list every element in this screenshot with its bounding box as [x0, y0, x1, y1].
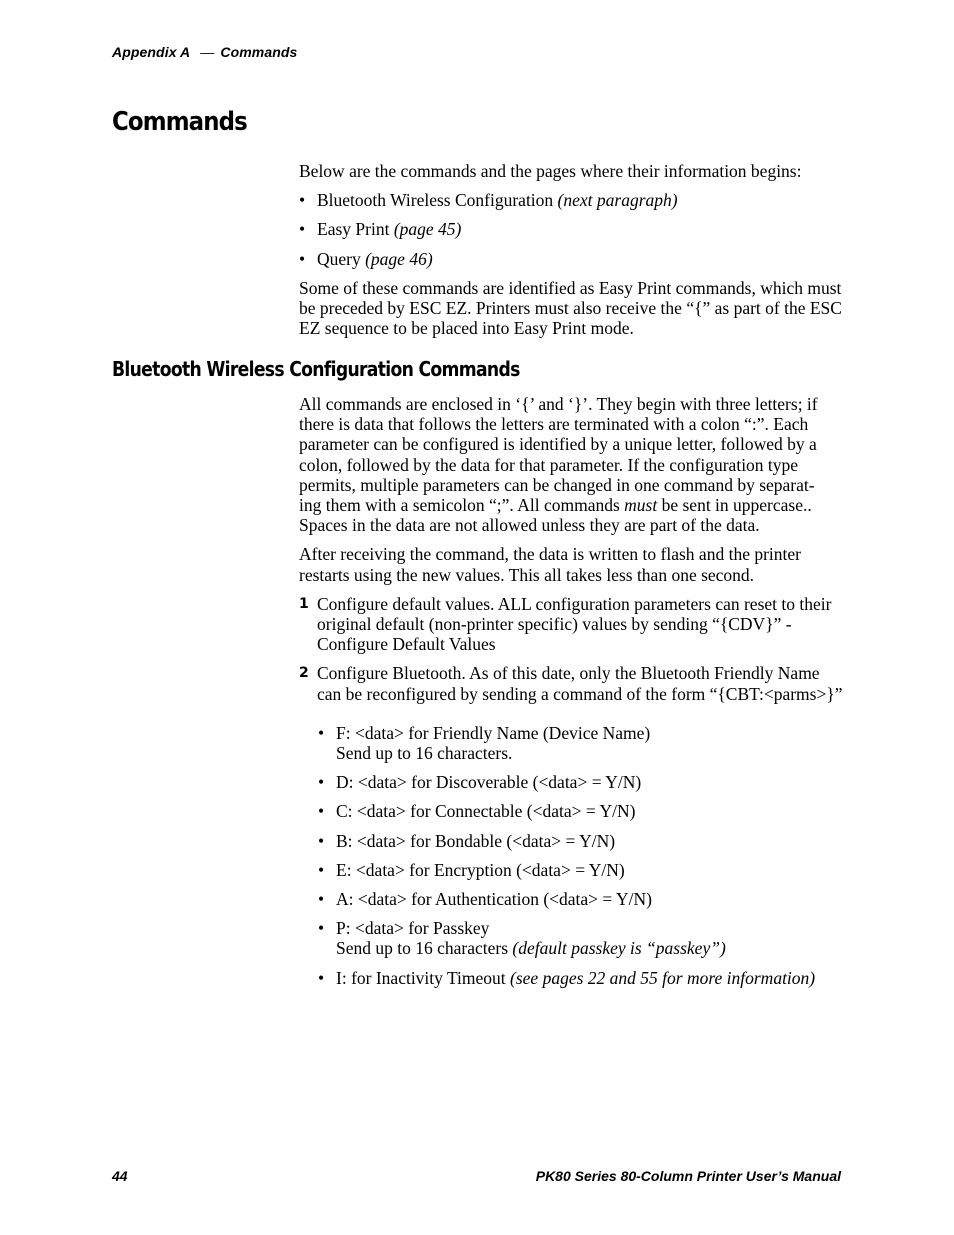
section-body [299, 394, 844, 988]
paragraph-line: Spaces in the data are not allowed unless they are part of the data. [299, 515, 760, 536]
manual-title: PK80 Series 80-Column Printer User’s Manual [535, 1168, 841, 1184]
param-line: C: <data> for Connectable (<data> = Y/N) [336, 801, 636, 822]
bullet-icon: • [318, 801, 325, 822]
bullet-icon: • [299, 248, 306, 269]
header-chapter: Commands [220, 44, 298, 60]
intro-paragraph: Below are the commands and the pages where their information begins: [299, 161, 802, 181]
paragraph-line [299, 495, 844, 515]
param-line: B: <data> for Bondable (<data> = Y/N) [336, 830, 616, 851]
bullet-icon: • [318, 918, 325, 939]
line-text: Send up to 16 characters [336, 938, 513, 959]
list-item [299, 249, 844, 269]
list-item-label: Easy Print [317, 219, 390, 240]
step-text: Configure Bluetooth. As of this date, only the Bluetooth Friendly Name can be reconfigured by sending a command of the form “{CBT:<parms>}” [317, 663, 843, 704]
section-paragraph-2: After receiving the command, the data is written to flash and the printer restarts using the new values. This all takes less than one second. [299, 544, 801, 585]
param-item [299, 918, 844, 958]
bullet-icon: • [318, 967, 325, 988]
step-text: Configure default values. ALL configuration parameters can reset to their original default (non-printer specific) values by sending “{CDV}” - Configure Default Values [317, 593, 832, 655]
page-title: Commands [112, 107, 247, 137]
list-item-ref: (page 46) [365, 248, 433, 269]
section-heading: Bluetooth Wireless Configuration Commands [112, 357, 520, 381]
param-note: (default passkey is “passkey”) [512, 938, 726, 959]
param-line: I: for Inactivity Timeout [336, 967, 511, 988]
bullet-icon: • [299, 190, 306, 211]
param-item [299, 801, 844, 821]
line-text: be sent in uppercase.. [657, 495, 812, 516]
header-section: Appendix A [112, 44, 191, 60]
bullet-icon: • [318, 772, 325, 793]
param-line: A: <data> for Authentication (<data> = Y/N) [336, 889, 652, 910]
bullet-icon: • [299, 219, 306, 240]
paragraph-line: there is data that follows the letters are terminated with a colon “:”. Each [299, 414, 809, 435]
bullet-icon: • [318, 722, 325, 743]
bullet-icon: • [318, 830, 325, 851]
paragraph-line: All commands are enclosed in ‘{’ and ‘}’. They begin with three letters; if [299, 394, 818, 414]
intro-block [299, 161, 844, 338]
param-line: F: <data> for Friendly Name (Device Name) [336, 722, 651, 743]
section-paragraph-1 [299, 394, 844, 535]
bullet-icon: • [318, 859, 325, 880]
param-note: (see pages 22 and 55 for more information) [510, 967, 816, 988]
param-line: P: <data> for Passkey [336, 918, 490, 939]
param-line: E: <data> for Encryption (<data> = Y/N) [336, 859, 625, 880]
page-number: 44 [112, 1168, 128, 1184]
header-dash: — [200, 44, 215, 60]
step-number: 1 [299, 595, 309, 612]
param-item [299, 831, 844, 851]
easy-print-note: Some of these commands are identified as Easy Print commands, which must be preceded by ESC EZ. Printers must also receive the “{” as part of the ESC EZ sequence to be placed into Easy Print mode. [299, 277, 842, 339]
bullet-icon: • [318, 889, 325, 910]
paragraph-line: permits, multiple parameters can be changed in one command by separat- [299, 474, 815, 495]
running-header [112, 44, 297, 60]
param-line [336, 938, 844, 958]
paragraph-line: parameter can be configured is identified by a unique letter, followed by a [299, 434, 817, 455]
numbered-step [299, 663, 844, 703]
list-item-label: Query [317, 248, 361, 269]
step-number: 2 [299, 665, 309, 682]
line-text: ing them with a semicolon “;”. All commands [299, 495, 625, 516]
list-item-label: Bluetooth Wireless Configuration [317, 190, 554, 211]
list-item [299, 190, 844, 210]
list-item-ref: (page 45) [393, 219, 462, 240]
emphasis-must: must [624, 495, 658, 516]
param-item [299, 723, 844, 763]
param-item [299, 860, 844, 880]
param-line: Send up to 16 characters. [336, 743, 513, 764]
param-item [299, 889, 844, 909]
paragraph-line: colon, followed by the data for that parameter. If the configuration type [299, 454, 799, 475]
list-item-ref: (next paragraph) [557, 190, 678, 211]
param-item [299, 772, 844, 792]
param-item [299, 968, 844, 988]
list-item [299, 219, 844, 239]
numbered-step [299, 594, 844, 655]
param-line: D: <data> for Discoverable (<data> = Y/N) [336, 772, 642, 793]
